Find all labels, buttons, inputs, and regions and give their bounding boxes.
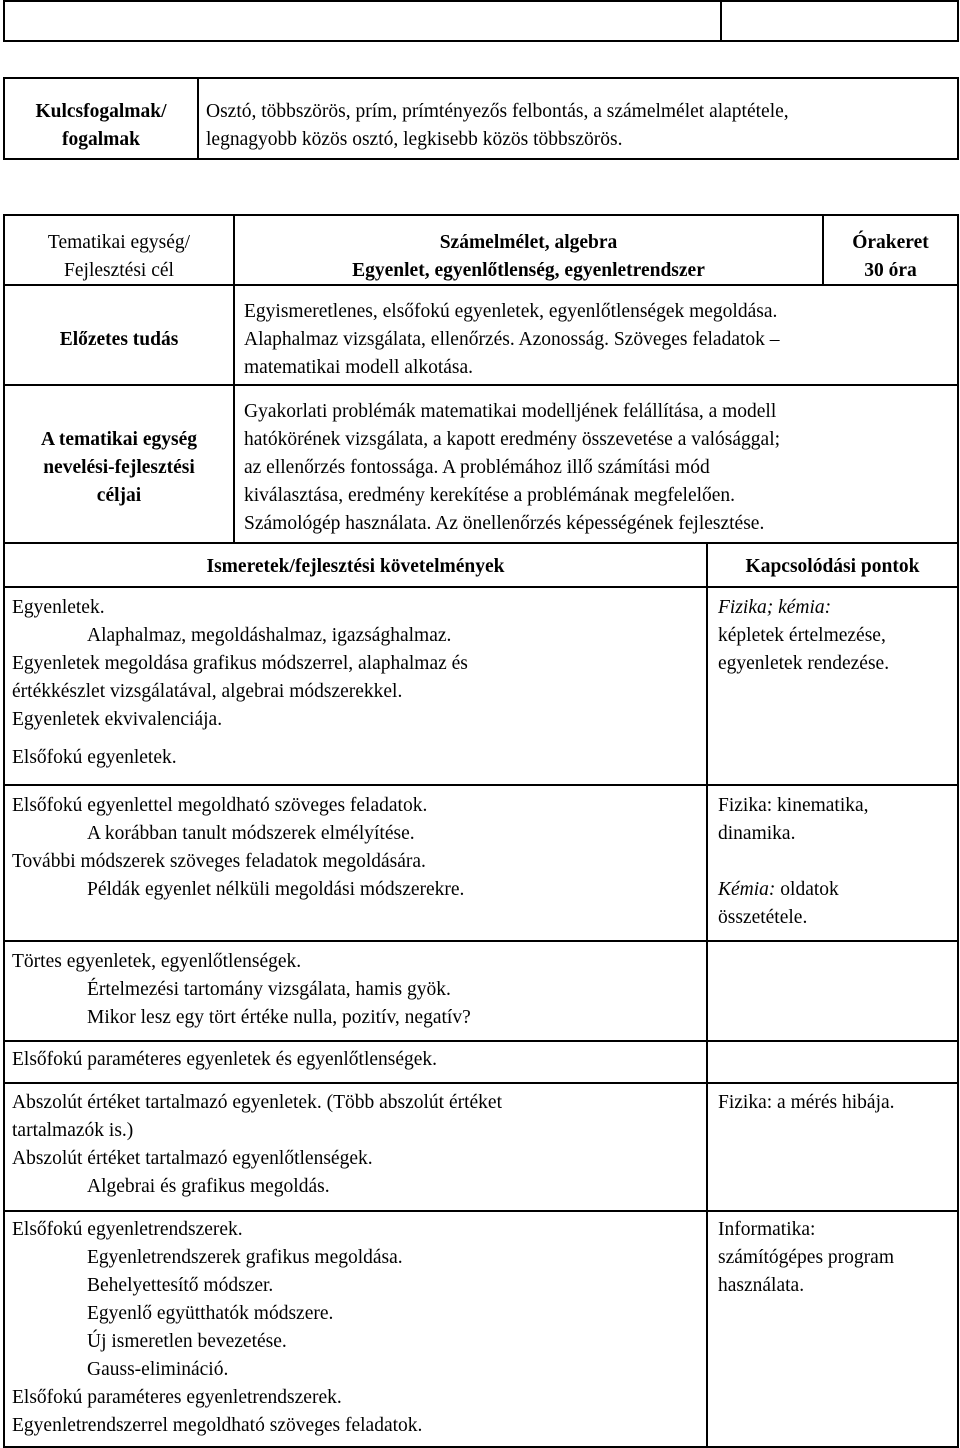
requirement-line: Gauss-elimináció. [87, 1359, 229, 1380]
unit-title-line: Számelmélet, algebra [439, 232, 618, 253]
prior-knowledge-line: Egyismeretlenes, elsőfokú egyenletek, egyenlőtlenségek megoldása. [244, 301, 778, 322]
hours-label: Órakeret [852, 232, 929, 253]
table-border [3, 77, 959, 79]
unit-title-line: Egyenlet, egyenlőtlenség, egyenletrendszer [352, 260, 705, 281]
goals-line: Gyakorlati problémák matematikai modelljének felállítása, a modell [244, 401, 777, 422]
unit-label [5, 229, 233, 285]
prior-knowledge-text [244, 298, 954, 382]
table-border [3, 940, 959, 942]
table-border [3, 214, 959, 216]
requirement-line: A korábban tanult módszerek elmélyítése. [87, 823, 415, 844]
prior-knowledge-label [5, 326, 233, 354]
connections-row-6 [718, 1216, 954, 1300]
hours-value: 30 óra [864, 260, 917, 281]
goals-line: Számológép használata. Az önellenőrzés képességének fejlesztése. [244, 513, 765, 534]
requirement-line: További módszerek szöveges feladatok megoldására. [12, 851, 426, 872]
requirements-row-1 [12, 594, 702, 772]
goals-label [5, 426, 233, 510]
requirement-line: Elsőfokú egyenletrendszerek. [12, 1219, 243, 1240]
table-border [706, 542, 708, 1448]
requirement-line: Egyenletek ekvivalenciája. [12, 709, 223, 730]
connection-line: Informatika: [718, 1219, 816, 1240]
key-concepts-line: Osztó, többszörös, prím, prímtényezős felbontás, a számelmélet alaptétele, [206, 101, 789, 122]
table-border [3, 586, 959, 588]
key-concepts-line: legnagyobb közös osztó, legkisebb közös többszörös. [206, 129, 623, 150]
requirement-line: Mikor lesz egy tört értéke nulla, pozitív, negatív? [87, 1007, 471, 1028]
table-border [3, 1040, 959, 1042]
goals-line: kiválasztása, eredmény kerekítése a problémának megfelelően. [244, 485, 736, 506]
goals-label-line: A tematikai egység [41, 429, 197, 450]
connection-line: használata. [718, 1275, 805, 1296]
table-border [3, 214, 5, 1448]
table-border [3, 384, 959, 386]
connection-line: Fizika: a mérés hibája. [718, 1092, 895, 1113]
requirements-row-4 [12, 1046, 702, 1074]
requirement-line: Egyenlő együtthatók módszere. [87, 1303, 334, 1324]
table-border [957, 0, 959, 40]
requirement-line: Egyenletek megoldása grafikus módszerrel, alaphalmaz és [12, 653, 468, 674]
table-border [957, 77, 959, 160]
table-border [3, 0, 959, 2]
requirement-line: Elsőfokú egyenletek. [12, 747, 177, 768]
key-concepts-label-line: fogalmak [62, 129, 140, 150]
connection-line: Fizika: kinematika, [718, 795, 869, 816]
requirement-line: Alaphalmaz, megoldáshalmaz, igazsághalmaz. [87, 625, 452, 646]
requirements-header-text: Ismeretek/fejlesztési követelmények [206, 556, 505, 577]
requirement-line: Elsőfokú paraméteres egyenletrendszerek. [12, 1387, 342, 1408]
requirement-line: Törtes egyenletek, egyenlőtlenségek. [12, 951, 302, 972]
requirements-row-3 [12, 948, 702, 1032]
connection-line: egyenletek rendezése. [718, 653, 890, 674]
requirements-row-2 [12, 792, 702, 904]
requirement-line: értékkészlet vizsgálatával, algebrai módszerekkel. [12, 681, 403, 702]
unit-title [235, 229, 822, 285]
requirement-line: Új ismeretlen bevezetése. [87, 1331, 287, 1352]
connections-row-5 [718, 1089, 954, 1117]
table-border [197, 77, 199, 160]
unit-label-line: Tematikai egység/ [47, 232, 191, 253]
connection-topic: oldatok [775, 879, 839, 900]
connections-row-1 [718, 594, 954, 678]
table-border [3, 158, 959, 160]
table-border [3, 784, 959, 786]
table-border [957, 214, 959, 1448]
goals-text [244, 398, 954, 538]
goals-line: az ellenőrzés fontossága. A problémához illő számítási mód [244, 457, 710, 478]
requirement-line: Elsőfokú egyenlettel megoldható szöveges feladatok. [12, 795, 428, 816]
goals-label-line: céljai [96, 485, 142, 506]
goals-label-line: nevelési-fejlesztési [43, 457, 195, 478]
table-border [3, 1082, 959, 1084]
key-concepts-label [5, 98, 197, 154]
requirement-line: Egyenletek. [12, 597, 105, 618]
unit-label-line: Fejlesztési cél [64, 260, 174, 281]
requirement-line: tartalmazók is.) [12, 1120, 134, 1141]
requirement-line: Egyenletrendszerek grafikus megoldása. [87, 1247, 403, 1268]
key-concepts-label-line: Kulcsfogalmak/ [35, 101, 167, 122]
requirement-line: Elsőfokú paraméteres egyenletek és egyenlőtlenségek. [12, 1049, 438, 1070]
prior-knowledge-line: matematikai modell alkotása. [244, 357, 474, 378]
connection-line: képletek értelmezése, [718, 625, 886, 646]
connection-line: Fizika; kémia: [718, 597, 832, 618]
table-border [3, 542, 959, 544]
requirements-row-6 [12, 1216, 702, 1440]
requirements-header [5, 553, 706, 581]
prior-knowledge-line: Alaphalmaz vizsgálata, ellenőrzés. Azonosság. Szöveges feladatok – [244, 329, 780, 350]
requirement-line: Abszolút értéket tartalmazó egyenletek. (Több abszolút értéket [12, 1092, 503, 1113]
requirement-line: Abszolút értéket tartalmazó egyenlőtlenségek. [12, 1148, 373, 1169]
key-concepts-text [206, 98, 954, 154]
table-border [3, 1210, 959, 1212]
connection-line [718, 876, 954, 904]
goals-line: hatókörének vizsgálata, a kapott eredmény összevetése a valósággal; [244, 429, 781, 450]
table-border [3, 0, 5, 40]
connection-subject: Kémia: [718, 879, 776, 900]
connections-header-text: Kapcsolódási pontok [745, 556, 920, 577]
table-border [3, 40, 959, 42]
prior-knowledge-label-line: Előzetes tudás [59, 329, 179, 350]
requirement-line: Egyenletrendszerrel megoldható szöveges feladatok. [12, 1415, 423, 1436]
requirement-line: Példák egyenlet nélküli megoldási módszerekre. [87, 879, 465, 900]
requirements-row-5 [12, 1089, 702, 1201]
hours-cell [824, 229, 957, 285]
requirement-line: Algebrai és grafikus megoldás. [87, 1176, 330, 1197]
connections-row-2 [718, 792, 954, 932]
requirement-line: Behelyettesítő módszer. [87, 1275, 274, 1296]
connection-line: dinamika. [718, 823, 796, 844]
connection-line: összetétele. [718, 907, 808, 928]
connection-line: számítógépes program [718, 1247, 894, 1268]
connections-header [708, 553, 957, 581]
table-border [720, 0, 722, 40]
requirement-line: Értelmezési tartomány vizsgálata, hamis gyök. [87, 979, 451, 1000]
